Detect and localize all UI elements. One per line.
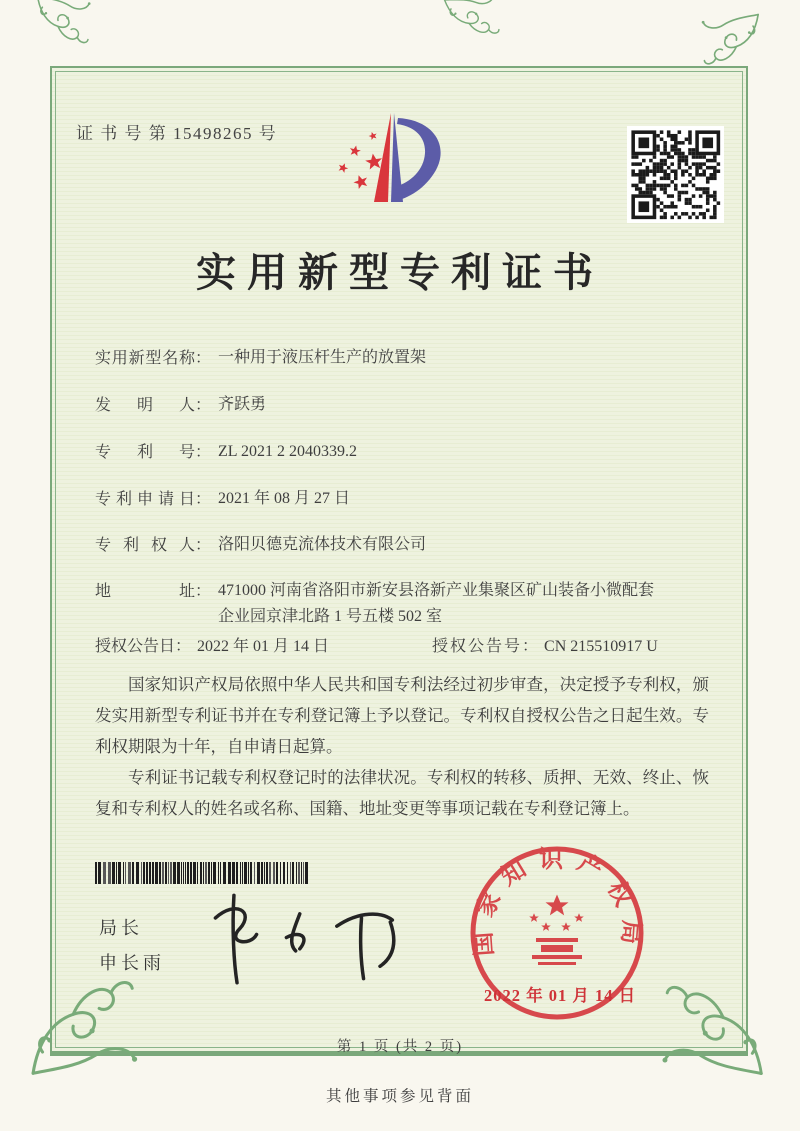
field-label: 专利权人: [95, 537, 195, 554]
flourish-top-right-icon: [698, 12, 762, 76]
field-row-patentee: [95, 532, 426, 558]
field-row-filing-date: [95, 486, 350, 512]
seal-ring-text: 国家知识产权局: [469, 846, 645, 957]
field-value: 471000 河南省洛阳市新安县洛新产业集聚区矿山装备小微配套企业园京津北路 1 号五楼 502 室: [218, 582, 655, 625]
back-side-note: 其他事项参见背面: [325, 1088, 474, 1105]
field-colon: ：: [195, 350, 212, 367]
field-row-grant: [95, 633, 658, 656]
field-colon: ：: [195, 397, 212, 414]
field-value: 一种用于液压杆生产的放置架: [218, 349, 427, 366]
field-row-address: [95, 578, 656, 630]
field-row-patent-number: [95, 439, 357, 465]
seal-date: 2022 年 01 月 14 日: [484, 986, 637, 1005]
field-value: 2021 年 08 月 27 日: [218, 490, 351, 507]
page-number: 第 1 页 (共 2 页): [336, 1039, 464, 1055]
certificate-title: 实用新型专利证书: [196, 250, 604, 295]
legal-paragraph-1: 国家知识产权局依照中华人民共和国专利法经过初步审查，决定授予专利权，颁发实用新型专利证书并在专利登记簿上予以登记。专利权自授权公告之日起生效。专利权期限为十年，自申请日起算。: [95, 675, 709, 756]
field-label: 专利申请日: [95, 491, 195, 508]
legal-text-block: [95, 669, 709, 824]
certificate-number: 证 书 号 第 15498265 号: [76, 124, 278, 143]
field-label: 地址: [95, 583, 195, 600]
grant-number-label: 授权公告号: [432, 638, 523, 655]
field-value: ZL 2021 2 2040339.2: [218, 443, 357, 460]
field-colon: ：: [195, 444, 212, 461]
field-row-utility-model-name: [95, 345, 426, 371]
legal-paragraph-2: 专利证书记载专利权登记时的法律状况。专利权的转移、质押、无效、终止、恢复和专利权人的姓名或名称、国籍、地址变更等事项记载在专利登记簿上。: [95, 768, 709, 818]
flourish-top-center-icon: [441, 0, 507, 53]
flourish-bottom-left-icon: [26, 960, 144, 1078]
grant-date-label: 授权公告日: [95, 638, 176, 655]
grant-number-value: CN 215510917 U: [544, 638, 658, 655]
national-emblem-icon: [529, 895, 584, 966]
field-value: 洛阳贝德克流体技术有限公司: [218, 536, 427, 553]
field-label: 实用新型名称: [95, 350, 195, 367]
field-colon: ：: [175, 638, 192, 655]
field-colon: ：: [195, 583, 212, 600]
cnipa-logo-icon: [328, 110, 458, 215]
field-colon: ：: [522, 638, 539, 655]
commissioner-title: 局长: [99, 918, 143, 938]
field-label: 专利号: [95, 444, 195, 461]
flourish-bottom-right-icon: [656, 966, 768, 1078]
field-value: 齐跃勇: [218, 396, 267, 413]
commissioner-name: 申长雨: [99, 953, 165, 973]
director-signature-icon: [203, 883, 413, 991]
qr-code: [627, 126, 724, 223]
grant-number-pair: [432, 633, 658, 656]
field-label: 发明人: [95, 397, 195, 414]
flourish-top-left-icon: [34, 0, 94, 54]
field-row-inventor: [95, 392, 266, 418]
field-colon: ：: [195, 537, 212, 554]
field-colon: ：: [195, 491, 212, 508]
grant-date-value: 2022 年 01 月 14 日: [197, 638, 330, 655]
